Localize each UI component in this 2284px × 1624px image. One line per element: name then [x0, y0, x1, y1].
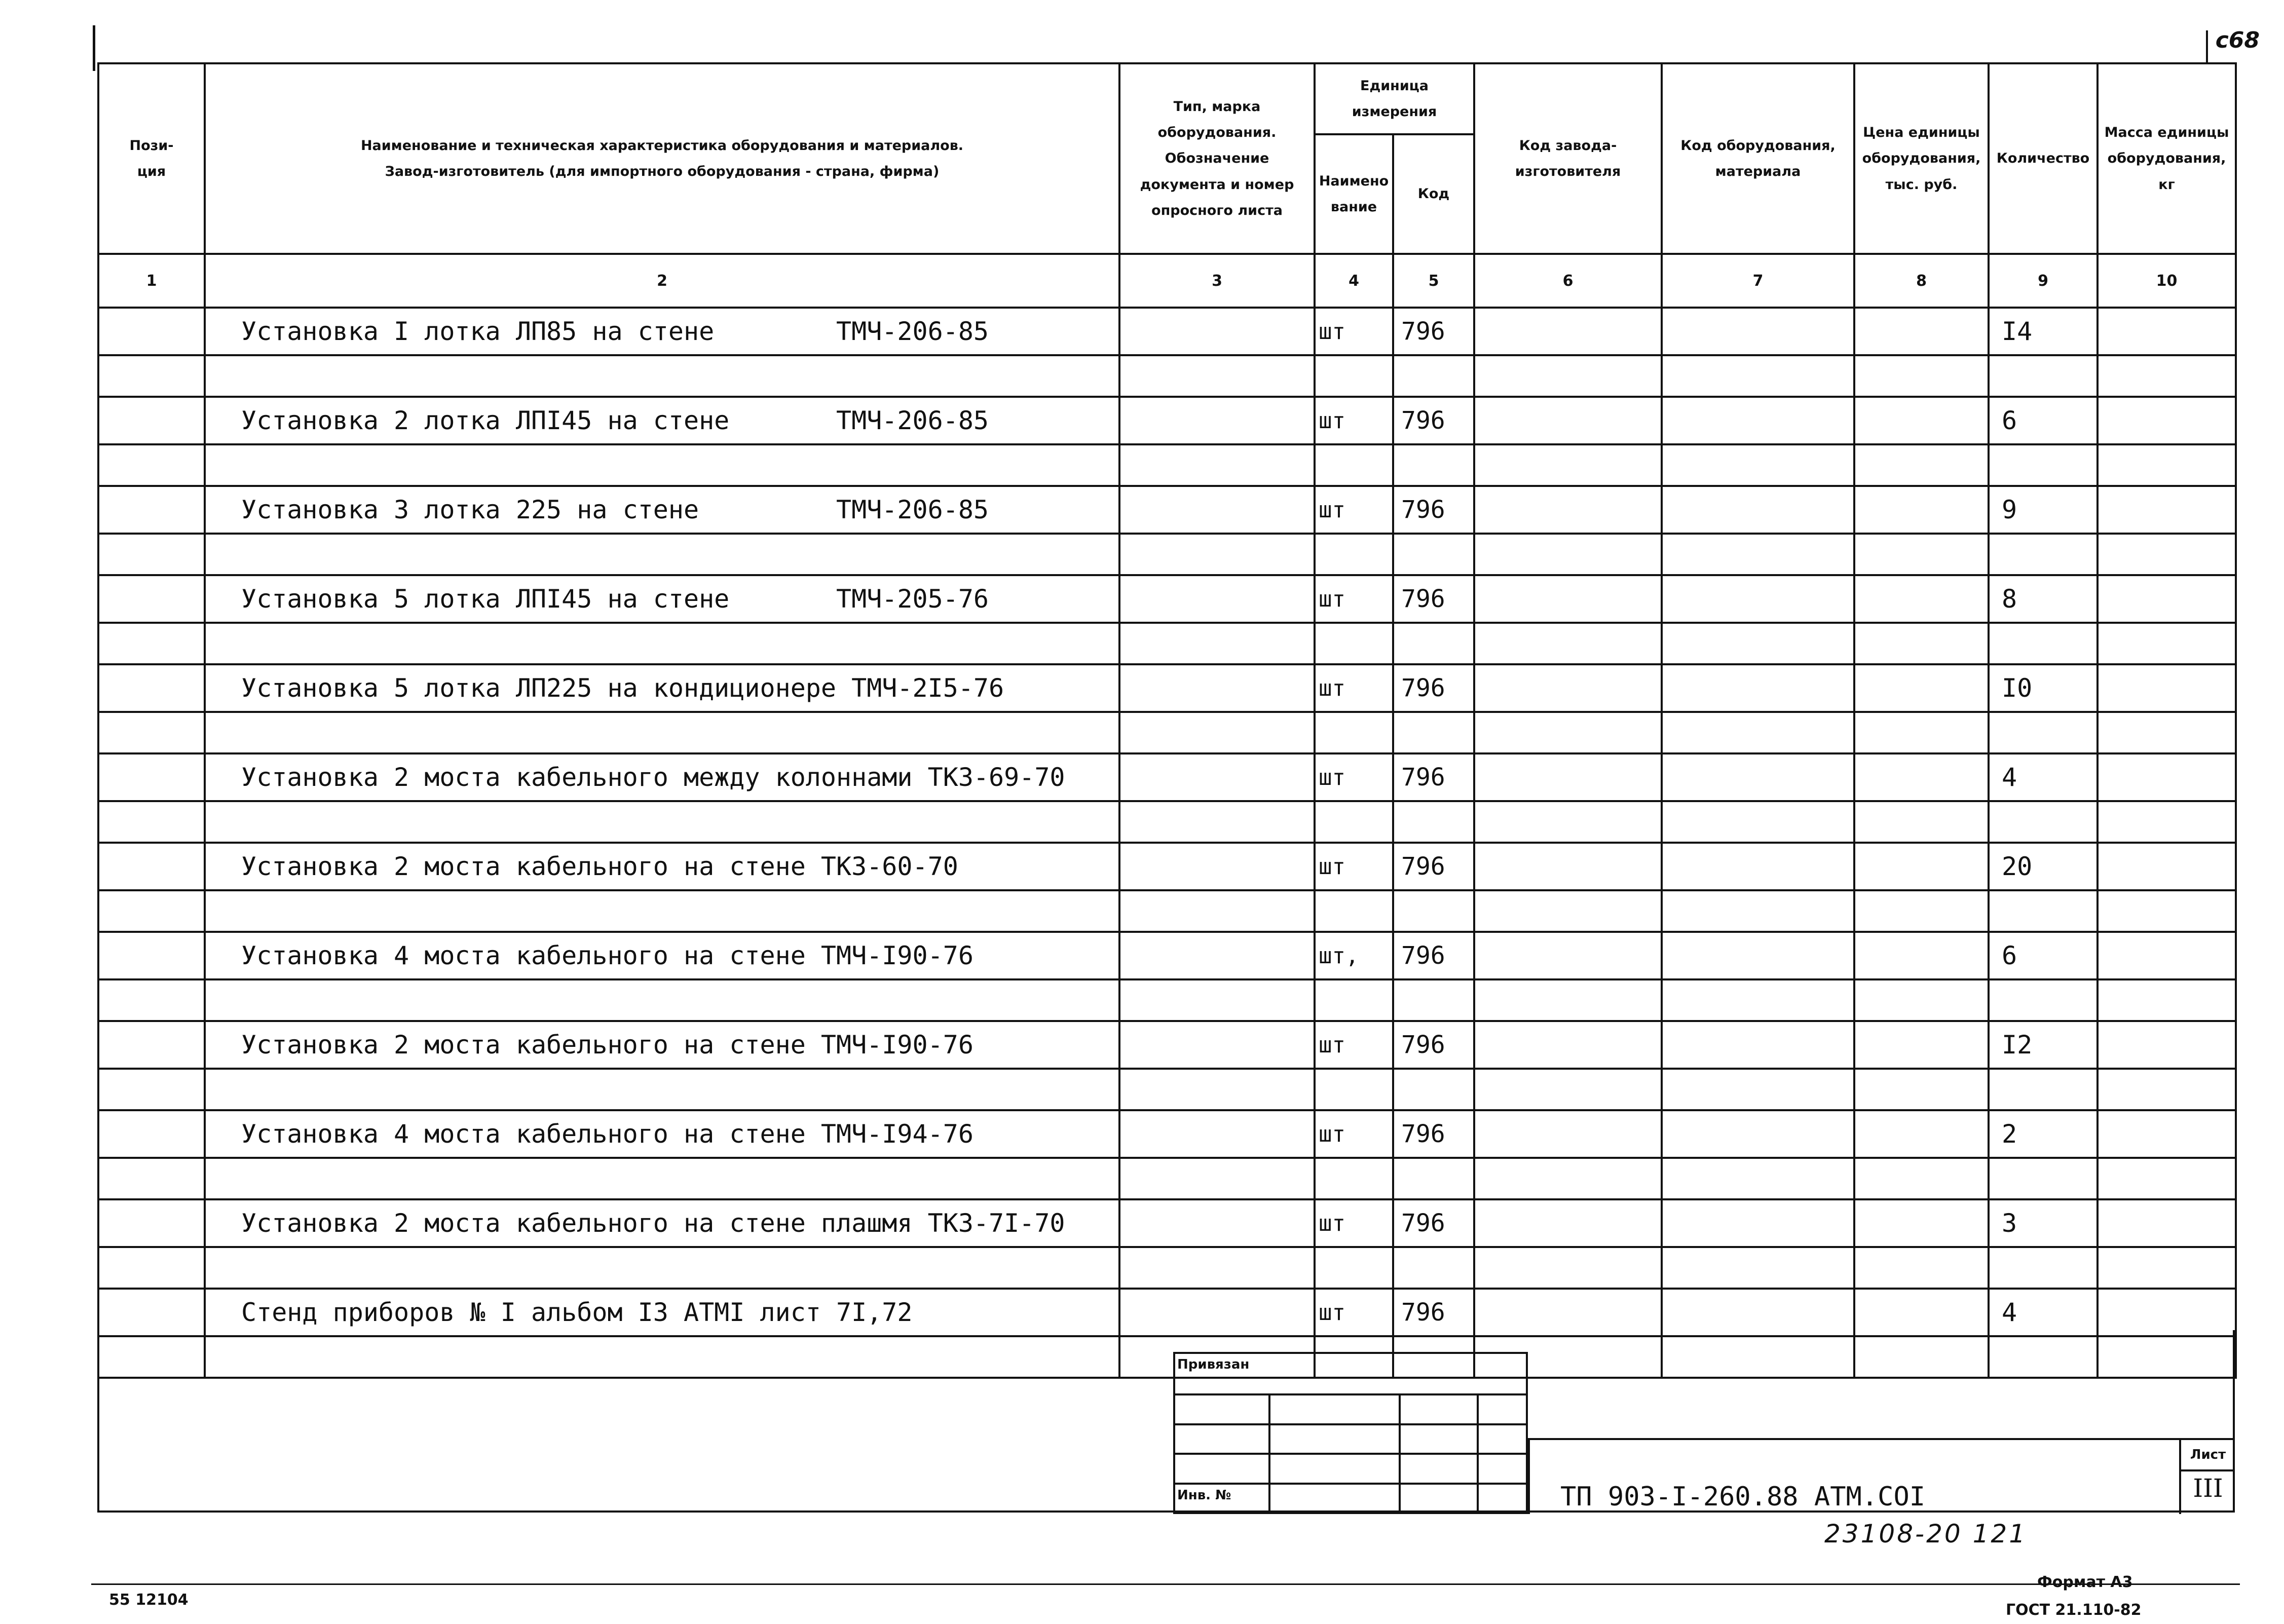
- spacer-cell: [1989, 534, 2098, 575]
- spacer-cell: [1393, 1158, 1474, 1199]
- price-cell: [1854, 1021, 1989, 1069]
- spacer-cell: [1989, 890, 2098, 932]
- unit-code-cell: 796: [1393, 1021, 1474, 1069]
- type-cell: [1119, 1110, 1315, 1158]
- spacer-cell: [1989, 712, 2098, 753]
- spacer-cell: [1662, 1069, 1854, 1110]
- spacer-cell: [205, 1069, 1119, 1110]
- item-name-cell: Установка 2 моста кабельного на стене ТМЧ-I90-76: [205, 1021, 1119, 1069]
- price-cell: [1854, 664, 1989, 712]
- equipment-code-cell: [1662, 753, 1854, 801]
- unit-code-cell: 796: [1393, 932, 1474, 979]
- item-name-cell: Установка 3 лотка 225 на стене ТМЧ-206-85: [205, 486, 1119, 534]
- type-cell: [1119, 308, 1315, 355]
- spacer-cell: [1315, 1069, 1393, 1110]
- equipment-code-cell: [1662, 1289, 1854, 1336]
- table-spacer-row: [98, 444, 2236, 486]
- spacer-cell: [1119, 1158, 1315, 1199]
- spacer-cell: [1662, 444, 1854, 486]
- unit-name-cell: шт: [1315, 843, 1393, 890]
- manufacturer-code-cell: [1474, 843, 1662, 890]
- header-quantity: Количество: [1989, 63, 2098, 254]
- mass-cell: [2098, 1289, 2236, 1336]
- price-cell: [1854, 753, 1989, 801]
- manufacturer-code-cell: [1474, 664, 1662, 712]
- unit-code-cell: 796: [1393, 1199, 1474, 1247]
- spacer-cell: [2098, 1069, 2236, 1110]
- position-cell: [98, 1199, 205, 1247]
- table-row: [98, 397, 2236, 444]
- mass-cell: [2098, 397, 2236, 444]
- position-cell: [98, 397, 205, 444]
- mass-cell: [2098, 486, 2236, 534]
- spacer-cell: [1315, 801, 1393, 843]
- equipment-code-cell: [1662, 1110, 1854, 1158]
- spacer-cell: [98, 355, 205, 397]
- table-spacer-row: [98, 890, 2236, 932]
- mass-cell: [2098, 1021, 2236, 1069]
- spacer-cell: [2098, 1158, 2236, 1199]
- quantity-cell: 6: [1989, 932, 2098, 979]
- unit-name-cell: шт: [1315, 1110, 1393, 1158]
- mass-cell: [2098, 664, 2236, 712]
- table-row: [98, 932, 2236, 979]
- manufacturer-code-cell: [1474, 397, 1662, 444]
- document-code: ТП 903-I-260.88 АТМ.СОI: [1560, 1482, 1926, 1512]
- spacer-cell: [1393, 1069, 1474, 1110]
- type-cell: [1119, 1021, 1315, 1069]
- unit-name-cell: шт: [1315, 308, 1393, 355]
- manufacturer-code-cell: [1474, 575, 1662, 623]
- spacer-cell: [1119, 355, 1315, 397]
- position-cell: [98, 575, 205, 623]
- spacer-cell: [1854, 534, 1989, 575]
- header-price: Цена единицы оборудования, тыс. руб.: [1854, 63, 1989, 254]
- table-spacer-row: [98, 979, 2236, 1021]
- unit-name-cell: шт: [1315, 753, 1393, 801]
- header-manufacturer-code: Код завода-изготовителя: [1474, 63, 1662, 254]
- header-mass: Масса единицы оборудования, кг: [2098, 63, 2236, 254]
- unit-code-cell: 796: [1393, 575, 1474, 623]
- spacer-cell: [1119, 1247, 1315, 1289]
- spacer-cell: [1854, 1069, 1989, 1110]
- frame-edge: [93, 25, 95, 71]
- spacer-cell: [1989, 355, 2098, 397]
- gost-label: ГОСТ 21.110-82: [2006, 1601, 2142, 1619]
- spacer-cell: [205, 355, 1119, 397]
- spacer-cell: [2098, 801, 2236, 843]
- table-spacer-row: [98, 712, 2236, 753]
- header-unit-group: Единица измерения: [1315, 63, 1474, 134]
- item-name-cell: Установка 5 лотка ЛПI45 на стене ТМЧ-205-76: [205, 575, 1119, 623]
- equipment-code-cell: [1662, 397, 1854, 444]
- approval-stamp: [1173, 1352, 1528, 1514]
- header-unit-code: Код: [1393, 134, 1474, 254]
- spacer-cell: [1662, 712, 1854, 753]
- unit-code-cell: 796: [1393, 753, 1474, 801]
- position-cell: [98, 1289, 205, 1336]
- spacer-cell: [1393, 623, 1474, 664]
- spacer-cell: [1474, 623, 1662, 664]
- spacer-cell: [1989, 1069, 2098, 1110]
- column-number: 10: [2098, 254, 2236, 308]
- spacer-cell: [1393, 355, 1474, 397]
- quantity-cell: 3: [1989, 1199, 2098, 1247]
- table-row: [98, 486, 2236, 534]
- spacer-cell: [1854, 355, 1989, 397]
- spacer-cell: [1393, 979, 1474, 1021]
- table-body: [98, 308, 2236, 1378]
- spacer-cell: [1119, 890, 1315, 932]
- mass-cell: [2098, 932, 2236, 979]
- table-row: [98, 575, 2236, 623]
- table-row: [98, 753, 2236, 801]
- table-spacer-row: [98, 1158, 2236, 1199]
- sheet-mark-divider: [2206, 30, 2208, 63]
- spacer-cell: [1393, 890, 1474, 932]
- item-name-cell: Установка 5 лотка ЛП225 на кондиционере ТМЧ-2I5-76: [205, 664, 1119, 712]
- spacer-cell: [1315, 534, 1393, 575]
- column-number-row: [98, 254, 2236, 308]
- spacer-cell: [205, 623, 1119, 664]
- spacer-cell: [98, 623, 205, 664]
- manufacturer-code-cell: [1474, 308, 1662, 355]
- spacer-cell: [1854, 623, 1989, 664]
- mass-cell: [2098, 575, 2236, 623]
- spacer-cell: [1662, 355, 1854, 397]
- mass-cell: [2098, 1199, 2236, 1247]
- table-row: [98, 1110, 2236, 1158]
- spacer-cell: [1315, 712, 1393, 753]
- header-unit-name: Наименование: [1315, 134, 1393, 254]
- unit-name-cell: шт: [1315, 397, 1393, 444]
- quantity-cell: 4: [1989, 1289, 2098, 1336]
- spacer-cell: [1662, 1247, 1854, 1289]
- table-spacer-row: [98, 801, 2236, 843]
- price-cell: [1854, 1199, 1989, 1247]
- column-number: 3: [1119, 254, 1315, 308]
- spacer-cell: [1315, 979, 1393, 1021]
- spacer-cell: [2098, 890, 2236, 932]
- position-cell: [98, 664, 205, 712]
- handwritten-note: 23108-20 121: [1824, 1519, 2028, 1549]
- header-position: Пози- ция: [98, 63, 205, 254]
- spacer-cell: [98, 1158, 205, 1199]
- spacer-cell: [1474, 712, 1662, 753]
- quantity-cell: 2: [1989, 1110, 2098, 1158]
- spacer-cell: [1854, 801, 1989, 843]
- bottom-rule: [91, 1583, 2240, 1585]
- position-cell: [98, 932, 205, 979]
- price-cell: [1854, 308, 1989, 355]
- sheet-label: Лист: [2181, 1440, 2235, 1471]
- price-cell: [1854, 486, 1989, 534]
- price-cell: [1854, 397, 1989, 444]
- unit-name-cell: шт: [1315, 1289, 1393, 1336]
- unit-name-cell: шт: [1315, 664, 1393, 712]
- spacer-cell: [1315, 1247, 1393, 1289]
- quantity-cell: 9: [1989, 486, 2098, 534]
- spacer-cell: [205, 801, 1119, 843]
- spacer-cell: [2098, 444, 2236, 486]
- spacer-cell: [2098, 712, 2236, 753]
- type-cell: [1119, 397, 1315, 444]
- unit-code-cell: 796: [1393, 1289, 1474, 1336]
- spacer-cell: [1393, 444, 1474, 486]
- type-cell: [1119, 575, 1315, 623]
- position-cell: [98, 308, 205, 355]
- spacer-cell: [1393, 1247, 1474, 1289]
- table-row: [98, 1021, 2236, 1069]
- type-cell: [1119, 932, 1315, 979]
- equipment-code-cell: [1662, 664, 1854, 712]
- type-cell: [1119, 1289, 1315, 1336]
- position-cell: [98, 843, 205, 890]
- spacer-cell: [205, 444, 1119, 486]
- spacer-cell: [98, 1247, 205, 1289]
- price-cell: [1854, 1289, 1989, 1336]
- spacer-cell: [1474, 979, 1662, 1021]
- spacer-cell: [205, 890, 1119, 932]
- quantity-cell: 4: [1989, 753, 2098, 801]
- header-type: Тип, марка оборудования. Обозначение документа и номер опросного листа: [1119, 63, 1315, 254]
- spacer-cell: [98, 444, 205, 486]
- type-cell: [1119, 664, 1315, 712]
- column-number: 6: [1474, 254, 1662, 308]
- equipment-code-cell: [1662, 1199, 1854, 1247]
- unit-code-cell: 796: [1393, 664, 1474, 712]
- manufacturer-code-cell: [1474, 1199, 1662, 1247]
- spacer-cell: [1119, 444, 1315, 486]
- stamp-inv-label: Инв. №: [1174, 1484, 1269, 1513]
- spacer-cell: [1393, 712, 1474, 753]
- column-number: 9: [1989, 254, 2098, 308]
- item-name-cell: Установка 4 моста кабельного на стене ТМЧ-I90-76: [205, 932, 1119, 979]
- sheet-number: III: [2193, 1474, 2223, 1503]
- unit-code-cell: 796: [1393, 397, 1474, 444]
- unit-name-cell: шт: [1315, 575, 1393, 623]
- spacer-cell: [1989, 979, 2098, 1021]
- table-spacer-row: [98, 1247, 2236, 1289]
- price-cell: [1854, 1110, 1989, 1158]
- spacer-cell: [1315, 623, 1393, 664]
- column-number: 2: [205, 254, 1119, 308]
- equipment-code-cell: [1662, 932, 1854, 979]
- spacer-cell: [1119, 623, 1315, 664]
- archive-code: 55 12104: [109, 1591, 189, 1609]
- table-spacer-row: [98, 1069, 2236, 1110]
- sheet-cell: [2179, 1440, 2235, 1514]
- spacer-cell: [1315, 890, 1393, 932]
- quantity-cell: I0: [1989, 664, 2098, 712]
- spacer-cell: [2098, 1247, 2236, 1289]
- equipment-code-cell: [1662, 308, 1854, 355]
- spacer-cell: [1474, 801, 1662, 843]
- equipment-code-cell: [1662, 575, 1854, 623]
- type-cell: [1119, 486, 1315, 534]
- unit-code-cell: 796: [1393, 1110, 1474, 1158]
- spacer-cell: [98, 534, 205, 575]
- quantity-cell: I2: [1989, 1021, 2098, 1069]
- table-spacer-row: [98, 355, 2236, 397]
- spacer-cell: [1119, 979, 1315, 1021]
- equipment-code-cell: [1662, 486, 1854, 534]
- manufacturer-code-cell: [1474, 1021, 1662, 1069]
- spacer-cell: [1119, 801, 1315, 843]
- mass-cell: [2098, 843, 2236, 890]
- spacer-cell: [1854, 1247, 1989, 1289]
- spacer-cell: [1119, 1069, 1315, 1110]
- quantity-cell: 6: [1989, 397, 2098, 444]
- position-cell: [98, 1110, 205, 1158]
- item-name-cell: Установка 2 моста кабельного на стене плашмя ТКЗ-7I-70: [205, 1199, 1119, 1247]
- stamp-attached-label: Привязан: [1174, 1353, 1527, 1394]
- unit-code-cell: 796: [1393, 308, 1474, 355]
- spacer-cell: [2098, 979, 2236, 1021]
- manufacturer-code-cell: [1474, 1289, 1662, 1336]
- spacer-cell: [98, 801, 205, 843]
- table-row: [98, 308, 2236, 355]
- spacer-cell: [1474, 534, 1662, 575]
- specification-table: [97, 62, 2237, 1379]
- column-number: 5: [1393, 254, 1474, 308]
- spacer-cell: [2098, 623, 2236, 664]
- spacer-cell: [1315, 1158, 1393, 1199]
- table-spacer-row: [98, 623, 2236, 664]
- spacer-cell: [1662, 623, 1854, 664]
- spacer-cell: [2098, 355, 2236, 397]
- spacer-cell: [1393, 534, 1474, 575]
- unit-name-cell: шт: [1315, 1199, 1393, 1247]
- spacer-cell: [205, 534, 1119, 575]
- format-label: Формат А3: [2037, 1573, 2133, 1591]
- column-number: 1: [98, 254, 205, 308]
- manufacturer-code-cell: [1474, 486, 1662, 534]
- spacer-cell: [1474, 444, 1662, 486]
- column-number: 8: [1854, 254, 1989, 308]
- header-name: [205, 63, 1119, 254]
- spacer-cell: [1315, 444, 1393, 486]
- mass-cell: [2098, 753, 2236, 801]
- type-cell: [1119, 843, 1315, 890]
- spacer-cell: [1119, 534, 1315, 575]
- spacer-cell: [98, 1069, 205, 1110]
- item-name-cell: Установка 4 моста кабельного на стене ТМЧ-I94-76: [205, 1110, 1119, 1158]
- column-number: 4: [1315, 254, 1393, 308]
- spacer-cell: [1474, 1069, 1662, 1110]
- table-row: [98, 843, 2236, 890]
- quantity-cell: 8: [1989, 575, 2098, 623]
- item-name-cell: Установка 2 моста кабельного между колоннами ТКЗ-69-70: [205, 753, 1119, 801]
- quantity-cell: I4: [1989, 308, 2098, 355]
- spacer-cell: [1119, 712, 1315, 753]
- spacer-cell: [1662, 534, 1854, 575]
- item-name-cell: Установка I лотка ЛП85 на стене ТМЧ-206-85: [205, 308, 1119, 355]
- spacer-cell: [1474, 355, 1662, 397]
- mass-cell: [2098, 308, 2236, 355]
- spacer-cell: [205, 1247, 1119, 1289]
- quantity-cell: 20: [1989, 843, 2098, 890]
- manufacturer-code-cell: [1474, 753, 1662, 801]
- spacer-cell: [1474, 1247, 1662, 1289]
- spacer-cell: [1474, 890, 1662, 932]
- spacer-cell: [98, 979, 205, 1021]
- position-cell: [98, 753, 205, 801]
- spacer-cell: [1854, 1158, 1989, 1199]
- table-row: [98, 664, 2236, 712]
- equipment-code-cell: [1662, 1021, 1854, 1069]
- header-equipment-code: Код оборудования, материала: [1662, 63, 1854, 254]
- spacer-cell: [98, 712, 205, 753]
- equipment-code-cell: [1662, 843, 1854, 890]
- table-spacer-row: [98, 534, 2236, 575]
- price-cell: [1854, 932, 1989, 979]
- type-cell: [1119, 1199, 1315, 1247]
- spacer-cell: [1989, 1247, 2098, 1289]
- position-cell: [98, 1021, 205, 1069]
- spacer-cell: [1393, 801, 1474, 843]
- table-row: [98, 1289, 2236, 1336]
- spacer-cell: [1854, 444, 1989, 486]
- spacer-cell: [1989, 1158, 2098, 1199]
- item-name-cell: Установка 2 лотка ЛПI45 на стене ТМЧ-206-85: [205, 397, 1119, 444]
- unit-name-cell: шт: [1315, 1021, 1393, 1069]
- spacer-cell: [98, 890, 205, 932]
- unit-name-cell: шт: [1315, 486, 1393, 534]
- column-number: 7: [1662, 254, 1854, 308]
- unit-code-cell: 796: [1393, 843, 1474, 890]
- unit-name-cell: шт,: [1315, 932, 1393, 979]
- sheet-mark: c68: [2215, 27, 2260, 53]
- item-name-cell: Стенд приборов № I альбом I3 АТМI лист 7I,72: [205, 1289, 1119, 1336]
- spacer-cell: [1989, 623, 2098, 664]
- spacer-cell: [1989, 444, 2098, 486]
- spacer-cell: [1854, 712, 1989, 753]
- manufacturer-code-cell: [1474, 1110, 1662, 1158]
- spacer-cell: [1662, 1158, 1854, 1199]
- price-cell: [1854, 843, 1989, 890]
- header-name-line1: Наименование и техническая характеристика оборудования и материалов.: [360, 137, 964, 154]
- manufacturer-code-cell: [1474, 932, 1662, 979]
- spacer-cell: [1662, 979, 1854, 1021]
- spacer-cell: [1854, 890, 1989, 932]
- spacer-cell: [205, 979, 1119, 1021]
- spacer-cell: [1474, 1158, 1662, 1199]
- spacer-cell: [1989, 801, 2098, 843]
- spacer-cell: [2098, 534, 2236, 575]
- spacer-cell: [205, 712, 1119, 753]
- mass-cell: [2098, 1110, 2236, 1158]
- price-cell: [1854, 575, 1989, 623]
- unit-code-cell: 796: [1393, 486, 1474, 534]
- spacer-cell: [1315, 355, 1393, 397]
- type-cell: [1119, 753, 1315, 801]
- table-row: [98, 1199, 2236, 1247]
- spacer-cell: [1854, 979, 1989, 1021]
- title-block: [1528, 1438, 2235, 1514]
- spacer-cell: [1662, 890, 1854, 932]
- spacer-cell: [205, 1158, 1119, 1199]
- spacer-cell: [1662, 801, 1854, 843]
- header-name-line2: Завод-изготовитель (для импортного оборудования - страна, фирма): [385, 164, 940, 179]
- item-name-cell: Установка 2 моста кабельного на стене ТКЗ-60-70: [205, 843, 1119, 890]
- position-cell: [98, 486, 205, 534]
